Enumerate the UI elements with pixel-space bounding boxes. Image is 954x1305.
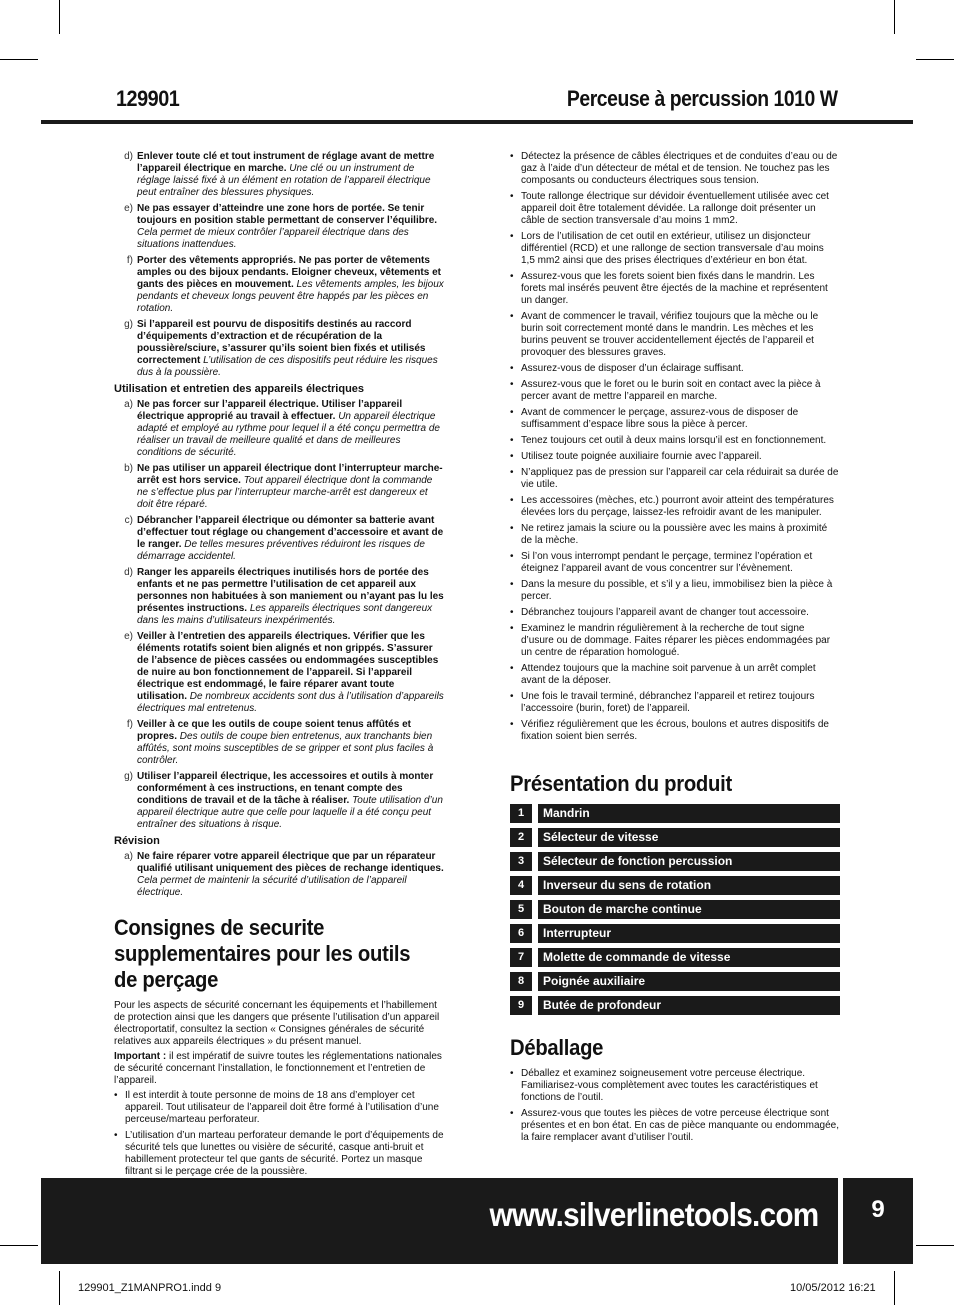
feature-label: Inverseur du sens de rotation: [538, 876, 840, 895]
item-instruction: Utiliser l’appareil électrique, les accessoires et outils à monter conformément à ces instructions, en tenant compte des conditions de travail et de la tâche à réaliser.: [137, 771, 434, 806]
bullet-item: • Assurez-vous que les forets soient bien fixés dans le mandrin. Les forets mal insérés peuvent être éjectés de la machine et représentent un danger.: [510, 271, 840, 307]
right-column: [510, 151, 840, 1148]
intro-paragraph: Pour les aspects de sécurité concernant les équipements et l’habillement de protection ainsi que les dangers que présente l’utilisation d’un appareil électroportatif, consultez la section « Consignes générales de sécurité relatives aux appareils électriques » du présent manuel.: [114, 1000, 440, 1047]
bullet-item: • Déballez et examinez soigneusement votre perceuse électrique. Familiarisez-vous complètement avec toutes les caractéristiques et fonctions de l’outil.: [510, 1068, 840, 1104]
feature-row: [510, 948, 840, 967]
feature-label: Molette de commande de vitesse: [538, 948, 840, 967]
feature-label: Mandrin: [538, 804, 840, 823]
header-rule: [41, 120, 913, 124]
bullet-item: • Assurez-vous que toutes les pièces de votre perceuse électrique sont présentes et en bon état. En cas de pièce manquante ou endommagée, la faire remplacer avant d’utiliser l’outil.: [510, 1108, 840, 1144]
item-explanation: Cela permet de mieux contrôler l’appareil électrique dans des situations inattendues.: [137, 227, 409, 250]
bullet-item: • Assurez-vous de disposer d’un éclairage suffisant.: [510, 363, 840, 375]
website-url: www.silverlinetools.com: [489, 1196, 818, 1233]
bullet-item: • Vérifiez régulièrement que les écrous, boulons et autres dispositifs de fixation soient bien serrés.: [510, 719, 840, 743]
item-instruction: Ne pas essayer d’atteindre une zone hors de portée. Se tenir toujours en position stable permettant de conserver l’équilibre.: [137, 203, 438, 226]
safety-list-usage: [114, 399, 444, 831]
feature-number: 8: [510, 972, 532, 991]
unpack-bullets: [510, 1068, 840, 1144]
feature-label: Bouton de marche continue: [538, 900, 840, 919]
important-paragraph: [114, 1051, 444, 1087]
bullet-item: • Les accessoires (mèches, etc.) pourront avoir atteint des températures élevées lors du perçage, laissez-les refroidir avant de les manipuler.: [510, 495, 840, 519]
feature-number: 6: [510, 924, 532, 943]
page-number-box: [843, 1178, 913, 1264]
crop-mark: [916, 1245, 954, 1246]
item-explanation: Les vêtements amples, les bijoux pendants et cheveux longs peuvent être happés par les pièces en rotation.: [137, 279, 444, 314]
feature-row: [510, 996, 840, 1015]
item-instruction: Veiller à ce que les outils de coupe soient tenus affûtés et propres.: [137, 719, 411, 742]
bullet-item: • Examinez le mandrin régulièrement à la recherche de tout signe d’usure ou de dommage. Faites réparer les pièces endommagées par un centre de réparation homologué.: [510, 623, 840, 659]
bullet-item: • Avant de commencer le perçage, assurez-vous de disposer de suffisamment d’espace libre sous la pièce à percer.: [510, 407, 840, 431]
bullet-item: • Assurez-vous que le foret ou le burin soit en contact avec la pièce à percer avant de mettre l’appareil en marche.: [510, 379, 840, 403]
bullet-item: • Tenez toujours cet outil à deux mains lorsqu’il est en fonctionnement.: [510, 435, 840, 447]
crop-mark: [916, 59, 954, 60]
item-instruction: Porter des vêtements appropriés. Ne pas porter de vêtements amples ou des bijoux pendants. Eloigner cheveux, vêtements et gants des pièces en mouvement.: [137, 255, 441, 290]
feature-label: Interrupteur: [538, 924, 840, 943]
item-letter: e): [124, 631, 133, 642]
safety-list-revision: [114, 851, 444, 899]
feature-label: Sélecteur de vitesse: [538, 828, 840, 847]
footer-bar: [41, 1178, 838, 1264]
safety-list-personal: [114, 151, 444, 379]
feature-number: 4: [510, 876, 532, 895]
drilling-bullets: [114, 1090, 444, 1178]
important-label: Important :: [114, 1051, 167, 1062]
item-letter: g): [124, 771, 133, 782]
item-letter: b): [124, 463, 133, 474]
bullet-item: • Il est interdit à toute personne de moins de 18 ans d’employer cet appareil. Tout utilisateur de l’appareil doit être formé à l’utilisation d’une perceuse/marteau perforateur.: [114, 1090, 444, 1126]
item-explanation: De telles mesures préventives réduiront les risques de démarrage accidentel.: [137, 539, 425, 562]
feature-label: Sélecteur de fonction percussion: [538, 852, 840, 871]
feature-number: 7: [510, 948, 532, 967]
crop-mark: [894, 1271, 895, 1305]
feature-number: 3: [510, 852, 532, 871]
item-instruction: Débrancher l’appareil électrique ou démonter sa batterie avant d’effectuer tout réglage ou changement d’accessoire et avant de le ranger.: [137, 515, 444, 550]
feature-number: 5: [510, 900, 532, 919]
bullet-item: • L’utilisation d’un marteau perforateur demande le port d’équipements de sécurité tels que lunettes ou visière de sécurité, casque anti-bruit et habillement protecteur tel que gants de sécurité. Portez un masque filtrant si le perçage crée de la poussière.: [114, 1130, 444, 1178]
crop-mark: [894, 0, 895, 34]
bullet-item: • Si l’on vous interrompt pendant le perçage, terminez l’opération et éteignez l’appareil avant de vous concentrer sur l’évènement.: [510, 551, 840, 575]
item-instruction: Veiller à l’entretien des appareils électriques. Vérifier que les éléments rotatifs soient bien alignés et non grippés. S’assurer de l’absence de pièces cassées ou endommagées susceptibles de nuire au bon fonctionnement de l’appareil. Si l’appareil électrique est endommagé, le faire réparer avant toute utilisation.: [137, 631, 439, 702]
item-explanation: Une clé ou un instrument de réglage laissé fixé à un élément en rotation de l’appareil électrique peut entraîner des blessures physiques.: [137, 163, 431, 198]
item-explanation: L’utilisation de ces dispositifs peut réduire les risques dus à la poussière.: [137, 355, 438, 378]
bullet-item: • Lors de l’utilisation de cet outil en extérieur, utilisez un disjoncteur différentiel (RCD) et une rallonge de section transversale d’au moins 1,5 mm2 ainsi que des prises électriques d’extérieur en bon état.: [510, 231, 840, 267]
crop-mark: [59, 0, 60, 34]
crop-mark: [59, 1271, 60, 1305]
safety-item: [114, 631, 444, 715]
drilling-bullets-cont: [510, 151, 840, 743]
feature-row: [510, 900, 840, 919]
feature-list: [510, 804, 840, 1015]
feature-label: Butée de profondeur: [538, 996, 840, 1015]
item-instruction: Ne pas utiliser un appareil électrique dont l’interrupteur marche-arrêt est hors service.: [137, 463, 443, 486]
heading-line: supplementaires pour les outils: [114, 941, 411, 966]
important-text: il est impératif de suivre toutes les réglementations nationales de sécurité concernant l’installation, le fonctionnement et l’entretien de l’appareil.: [114, 1051, 442, 1086]
item-letter: f): [126, 719, 133, 730]
crop-mark: [0, 59, 38, 60]
feature-label: Poignée auxiliaire: [538, 972, 840, 991]
safety-item: [114, 151, 444, 199]
bullet-item: • Détectez la présence de câbles électriques et de conduites d’eau ou de gaz à l’aide d’un détecteur de métal et de tension. Ne touchez pas les composants ou conducteurs électriques sous tension.: [510, 151, 840, 187]
feature-row: [510, 828, 840, 847]
bullet-item: • Toute rallonge électrique sur dévidoir éventuellement utilisée avec cet appareil doit être totalement dévidée. La rallonge doit présenter un câble de section transversale d’au moins 1 mm2.: [510, 191, 840, 227]
section-heading-drilling-safety: [114, 915, 418, 993]
item-letter: a): [124, 851, 133, 862]
item-instruction: Si l’appareil est pourvu de dispositifs destinés au raccord d’équipements d’extraction et de récupération de la poussière/sciure, s’assurer qu’ils soient bien fixés et utilisés correctement: [137, 319, 426, 366]
item-letter: d): [124, 151, 133, 162]
item-letter: g): [124, 319, 133, 330]
item-explanation: Tout appareil électrique dont la commande ne s’effectue plus par l’interrupteur marche-arrêt est dangereux et doit être réparé.: [137, 475, 433, 510]
bullet-item: • Ne retirez jamais la sciure ou la poussière avec les mains à proximité de la mèche.: [510, 523, 840, 547]
item-letter: d): [124, 567, 133, 578]
safety-item: [114, 567, 444, 627]
heading-line: Consignes de securite: [114, 915, 325, 940]
left-column: [114, 151, 444, 1182]
safety-item: [114, 319, 444, 379]
file-slug: 129901_Z1MANPRO1.indd 9: [78, 1282, 222, 1294]
safety-item: [114, 399, 444, 459]
feature-row: [510, 852, 840, 871]
section-heading-unpacking: Déballage: [510, 1035, 604, 1060]
safety-item: [114, 771, 444, 831]
bullet-item: • Débranchez toujours l’appareil avant de changer tout accessoire.: [510, 607, 840, 619]
item-explanation: Toute utilisation d’un appareil électrique autre que celle pour laquelle il a été conçu peut entraîner des situations à risque.: [137, 795, 443, 830]
bullet-item: • Une fois le travail terminé, débranchez l’appareil et retirez toujours l’accessoire (burin, foret) de l’appareil.: [510, 691, 840, 715]
feature-row: [510, 804, 840, 823]
bullet-item: • Utilisez toute poignée auxiliaire fournie avec l’appareil.: [510, 451, 840, 463]
item-letter: f): [126, 255, 133, 266]
subheading-usage: Utilisation et entretien des appareils électriques: [114, 383, 365, 395]
bullet-item: • Avant de commencer le travail, vérifiez toujours que la mèche ou le burin soit correctement monté dans le mandrin. Les mèches et les burins peuvent se trouver accidentellement éjectés de l’appareil et provoquer des blessures graves.: [510, 311, 840, 359]
item-letter: e): [124, 203, 133, 214]
item-instruction: Enlever toute clé et tout instrument de réglage avant de mettre l’appareil électrique en marche.: [137, 151, 435, 174]
safety-item: [114, 463, 444, 511]
bullet-item: • N’appliquez pas de pression sur l’appareil car cela réduirait sa durée de vie utile.: [510, 467, 840, 491]
product-code: 129901: [116, 86, 180, 111]
subheading-revision: Révision: [114, 835, 160, 847]
feature-row: [510, 924, 840, 943]
bullet-item: • Attendez toujours que la machine soit parvenue à un arrêt complet avant de la déposer.: [510, 663, 840, 687]
safety-item: [114, 515, 444, 563]
item-explanation: Un appareil électrique adapté et employé au rythme pour lequel il a été conçu permettra de réaliser un travail de meilleure qualité et dans de meilleures conditions de sécurité.: [137, 411, 440, 458]
date-slug: 10/05/2012 16:21: [790, 1282, 876, 1294]
feature-number: 9: [510, 996, 532, 1015]
item-explanation: Les appareils électriques sont dangereux dans les mains d’utilisateurs inexpérimentés.: [137, 603, 433, 626]
feature-number: 2: [510, 828, 532, 847]
feature-number: 1: [510, 804, 532, 823]
safety-item: [114, 255, 444, 315]
item-instruction: Ne pas forcer sur l’appareil électrique. Utiliser l’appareil électrique approprié au travail à effectuer.: [137, 399, 403, 422]
page-title: Perceuse à percussion 1010 W: [567, 86, 838, 111]
item-instruction: Ne faire réparer votre appareil électrique que par un réparateur qualifié utilisant uniquement des pièces de rechange identiques.: [137, 851, 444, 874]
safety-item: [114, 851, 444, 899]
safety-item: [114, 203, 444, 251]
item-instruction: Ranger les appareils électriques inutilisés hors de portée des enfants et ne pas permettre l’utilisation de cet appareil aux personnes non habituées à son maniement ou n’ayant pas lu les présentes instructions.: [137, 567, 444, 614]
item-explanation: Des outils de coupe bien entretenus, aux tranchants bien affûtés, sont moins susceptibles de se gripper et sont plus faciles à contrôler.: [137, 731, 434, 766]
feature-row: [510, 876, 840, 895]
section-heading-presentation: Présentation du produit: [510, 771, 732, 796]
feature-row: [510, 972, 840, 991]
bullet-item: • Dans la mesure du possible, et s’il y a lieu, immobilisez bien la pièce à percer.: [510, 579, 840, 603]
item-explanation: Cela permet de maintenir la sécurité d’utilisation de l’appareil électrique.: [137, 875, 407, 898]
page-number: 9: [871, 1196, 885, 1223]
heading-line: de perçage: [114, 967, 219, 992]
item-letter: c): [124, 515, 133, 526]
item-letter: a): [124, 399, 133, 410]
crop-mark: [0, 1245, 38, 1246]
safety-item: [114, 719, 444, 767]
item-explanation: De nombreux accidents sont dus à l’utilisation d’appareils électriques mal entretenus.: [137, 691, 444, 714]
